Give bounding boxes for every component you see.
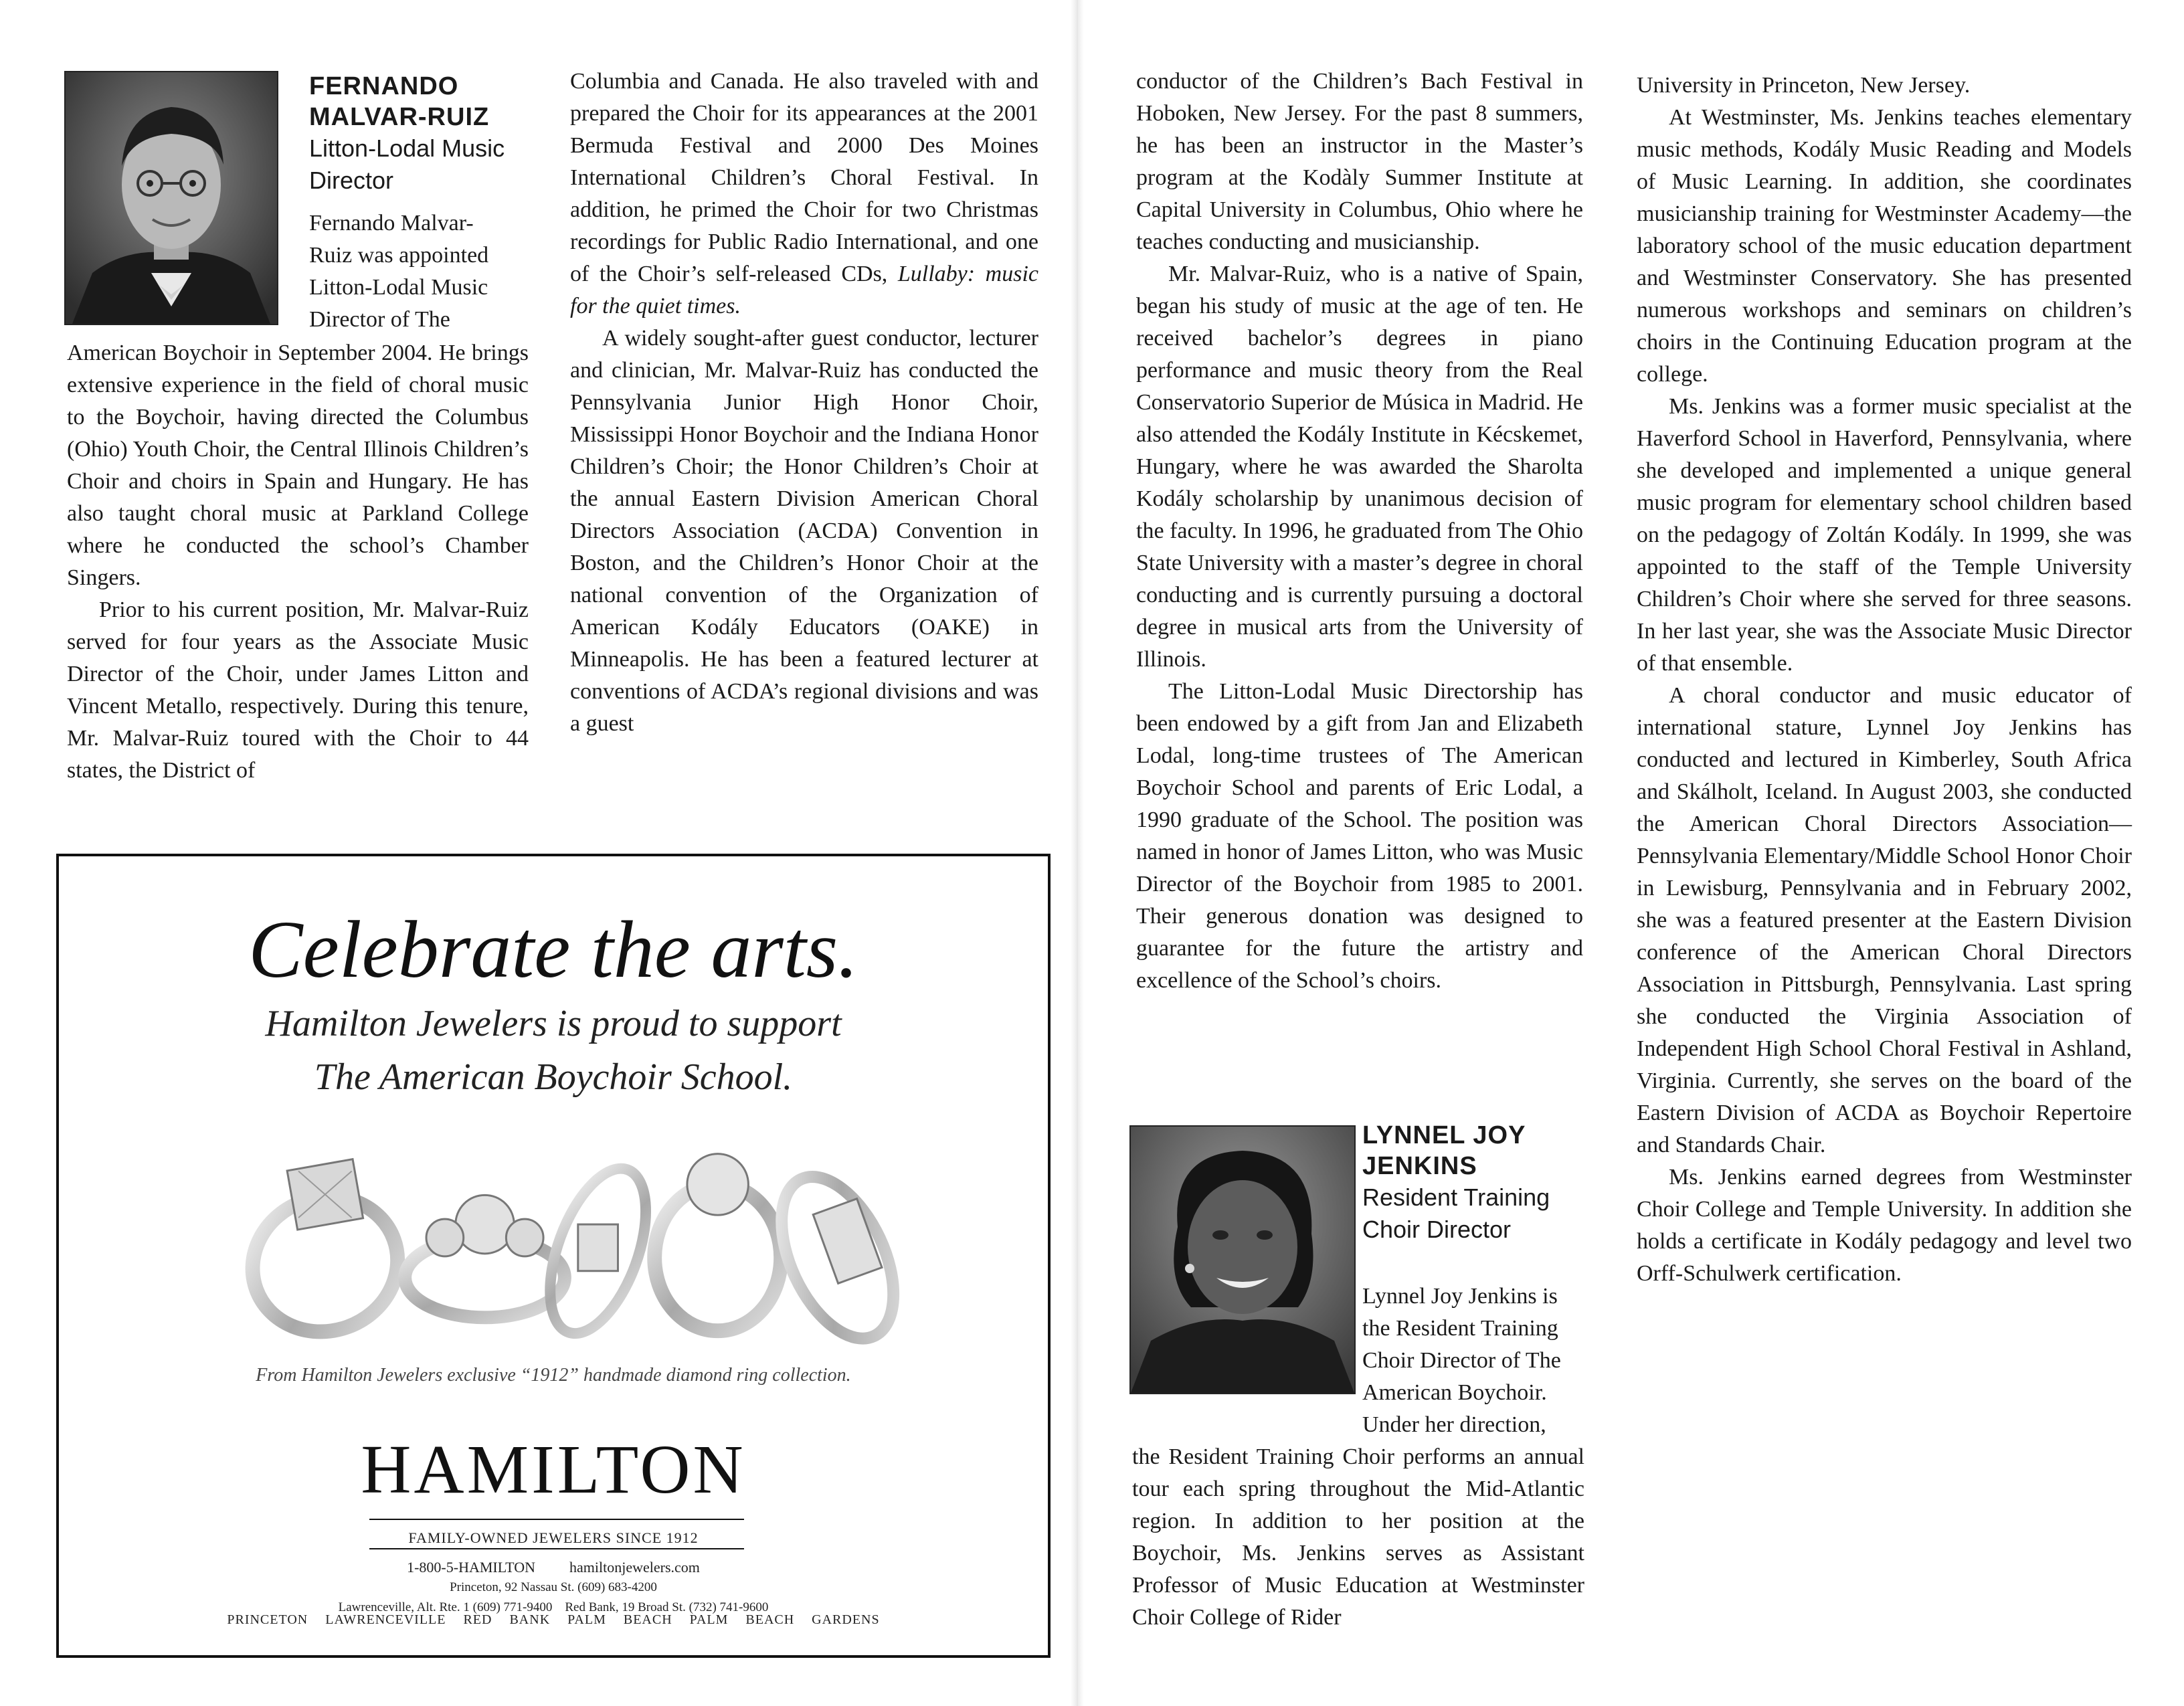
wrap-line: American Boychoir.	[1362, 1380, 1547, 1405]
bio-role-line2: Choir Director	[1362, 1216, 1512, 1243]
left-page	[0, 0, 1071, 1706]
right-page	[1084, 0, 2184, 1706]
portrait-image	[1131, 1127, 1354, 1393]
page-gutter	[1071, 0, 1084, 1706]
bio1-continued-paragraph-1: conductor of the Children’s Bach Festival in Hoboken, New Jersey. For the past 8 summers, he has been an instructor in the Master’s program at the Kodàly Summer Institute at Capital University in Columbus, Ohio where he teaches conducting and musicianship.	[1136, 69, 1583, 254]
wrap-line: Lynnel Joy Jenkins is	[1362, 1284, 1558, 1309]
ad-tagline: FAMILY-OWNED JEWELERS SINCE 1912	[408, 1529, 699, 1546]
bio2-paragraph-1: the Resident Training Choir performs an annual tour each spring throughout the Mid-Atlantic region. In addition to her position at the Boychoir, Ms. Jenkins serves as Assistant Professor of Music Education at Westminster Choir College of Rider	[1132, 1444, 1584, 1630]
tagline-rule	[369, 1548, 744, 1549]
bio1-continued-paragraph-2: Mr. Malvar-Ruiz, who is a native of Spain, began his study of music at the age of ten. He received bachelor’s degrees in piano performance and music theory from the Real Conservatorio Superior de Música in Madrid. He also attended the Kodály Institute in Kécskemet, Hungary, where he was awarded the Sharolta Kodály scholarship by unanimous decision of the faculty. In 1996, he graduated from The Ohio State University with a master’s degree in choral conducting and is currently pursuing a doctoral degree in musical arts from the University of Illinois.	[1136, 262, 1583, 672]
bio-name-line2: MALVAR-RUIZ	[309, 103, 490, 131]
ad-website: hamiltonjewelers.com	[569, 1559, 700, 1576]
bio1-col2-paragraph-1	[570, 66, 1038, 322]
wrap-line: Under her direction,	[1362, 1412, 1546, 1437]
ad-subline-2: The American Boychoir School.	[314, 1056, 793, 1098]
bio1-paragraph-2: Prior to his current position, Mr. Malvar-Ruiz served for four years as the Associate Music Director of the Choir, under James Litton and Vincent Metallo, respectively. During this tenure, Mr. Malvar-Ruiz toured with the Choir to 44 states, the District of	[67, 597, 529, 783]
bio-name-line1: FERNANDO	[309, 72, 459, 100]
ad-phone-web	[59, 1557, 1048, 1578]
wrap-line: Choir Director of The	[1362, 1348, 1561, 1373]
bio2-first-paragraph	[1132, 1441, 1584, 1634]
bio-name-line2: JENKINS	[1362, 1152, 1477, 1180]
bio-name-line1: LYNNEL JOY	[1362, 1121, 1526, 1149]
right-column-1	[1136, 66, 1583, 997]
hamilton-logo: HAMILTON	[361, 1431, 746, 1508]
jenkins-portrait	[1129, 1125, 1356, 1394]
bio1-col2-paragraph-2: A widely sought-after guest conductor, lecturer and clinician, Mr. Malvar-Ruiz has conducted the Pennsylvania Junior High Honor Choir, Mississippi Honor Boychoir and the Indiana Honor Children’s Choir; the Honor Children’s Choir at the annual Eastern Division American Choral Directors Association (ACDA) Convention in Boston, and the Children’s Honor Choir at the national convention of the Organization of American Kodály Educators (OAKE) in Minneapolis. He has been a featured lecturer at conventions of ACDA’s regional divisions and was a guest	[570, 326, 1038, 736]
bio2-col2-paragraph-2: At Westminster, Ms. Jenkins teaches elementary music methods, Kodály Music Reading and Models of Music Learning. In addition, she coordinates musicianship training for Westminster Academy—the laboratory school of the music education department and Westminster Conservatory. She has presented numerous workshops and seminars on children’s choirs in the Continuing Education program at the college.	[1637, 105, 2132, 387]
left-column-1	[67, 337, 529, 787]
bio-role-line1: Litton-Lodal Music	[309, 134, 505, 162]
ad-locations: PRINCETON LAWRENCEVILLE RED BANK PALM BEACH PALM BEACH GARDENS	[227, 1612, 880, 1627]
wrap-line: the Resident Training	[1362, 1316, 1558, 1341]
ad-subline	[59, 997, 1048, 1104]
bio1-wrap-lines	[309, 207, 530, 336]
bio1-paragraph-1: American Boychoir in September 2004. He brings extensive experience in the field of choral music to the Boychoir, having directed the Columbus (Ohio) Youth Choir, the Central Illinois Children’s Choir and choirs in Spain and Hungary. He has also taught choral music at Parkland College where he conducted the school’s Chamber Singers.	[67, 341, 529, 590]
bio2-wrap-lines	[1362, 1281, 1590, 1441]
ad-address-2: Lawrenceville, Alt. Rte. 1 (609) 771-9400 Red Bank, 19 Broad St. (732) 741-9600	[338, 1600, 769, 1614]
bio2-col2-paragraph-4: A choral conductor and music educator of international stature, Lynnel Joy Jenkins has conducted and lectured in Kimberley, South Africa and Skálholt, Iceland. In August 2003, she conducted the American Choral Directors Association—Pennsylvania Elementary/Middle School Honor Choir in Lewisburg, Pennsylvania and in February 2002, she was a featured presenter at the Eastern Division conference of the American Choral Directors Association in Pittsburgh, Pennsylvania. Last spring she conducted the Virginia Association of Independent High School Choral Festival in Ashland, Virginia. Currently, she serves on the board of the Eastern Division of ACDA as Boychoir Repertoire and Standards Chair.	[1637, 683, 2132, 1157]
ad-subline-1: Hamilton Jewelers is proud to support	[265, 1003, 842, 1044]
wrap-line: Ruiz was appointed	[309, 243, 489, 268]
wrap-line: Litton-Lodal Music	[309, 275, 488, 300]
wrap-line: Fernando Malvar-	[309, 211, 474, 235]
portrait-image	[66, 72, 277, 324]
malvar-ruiz-portrait	[64, 71, 278, 325]
bio1-continued-paragraph-3: The Litton-Lodal Music Directorship has been endowed by a gift from Jan and Elizabeth Lodal, long-time trustees of The American Boychoir School and parents of Eric Lodal, a 1990 graduate of the School. The position was named in honor of James Litton, who was Music Director of the Boychoir from 1985 to 2001. Their generous donation was designed to guarantee for the future the artistry and excellence of the School’s choirs.	[1136, 679, 1583, 993]
ad-phone: 1-800-5-HAMILTON	[407, 1559, 535, 1576]
bio2-col2-paragraph-1: University in Princeton, New Jersey.	[1637, 73, 1971, 98]
bio-header-malvar-ruiz	[309, 71, 530, 197]
logo-rule	[369, 1519, 744, 1520]
ad-address-1: Princeton, 92 Nassau St. (609) 683-4200	[450, 1580, 657, 1594]
bio1-col2-text: Columbia and Canada. He also traveled with and prepared the Choir for its appearances at the 2001 Bermuda Festival and 2000 Des Moines International Children’s Choral Festival. In addition, he primed the Choir for two Christmas recordings for Public Radio International, and one of the Choir’s self-released CDs,	[570, 69, 1038, 286]
bio2-col2-paragraph-5: Ms. Jenkins earned degrees from Westminster Choir College and Temple University. In addition she holds a certificate in Kodály pedagogy and level two Orff-Schulwerk certification.	[1637, 1165, 2132, 1286]
bio-role-line2: Director	[309, 167, 394, 194]
bio2-col2-paragraph-3: Ms. Jenkins was a former music specialist at the Haverford School in Haverford, Pennsylvania, where she developed and implemented a unique general music program for elementary school children based on the pedagogy of Zoltán Kodály. In 1999, she was appointed to the staff of the Temple University Children’s Choir where she served for three seasons. In her last year, she was the Associate Music Director of that ensemble.	[1637, 394, 2132, 676]
hamilton-advertisement	[56, 854, 1051, 1658]
diamond-rings-image	[59, 1124, 1048, 1351]
cd-title: Lullaby: music for the quiet times.	[570, 262, 1038, 318]
ad-caption: From Hamilton Jewelers exclusive “1912” handmade diamond ring collection.	[256, 1365, 851, 1386]
bio-role-line1: Resident Training	[1362, 1183, 1550, 1211]
bio-header-jenkins	[1362, 1120, 1590, 1246]
right-column-2	[1637, 70, 2132, 1290]
wrap-line: Director of The	[309, 307, 450, 332]
ad-contact	[59, 1557, 1048, 1618]
ad-headline: Celebrate the arts.	[248, 905, 858, 995]
left-column-2	[570, 66, 1038, 740]
